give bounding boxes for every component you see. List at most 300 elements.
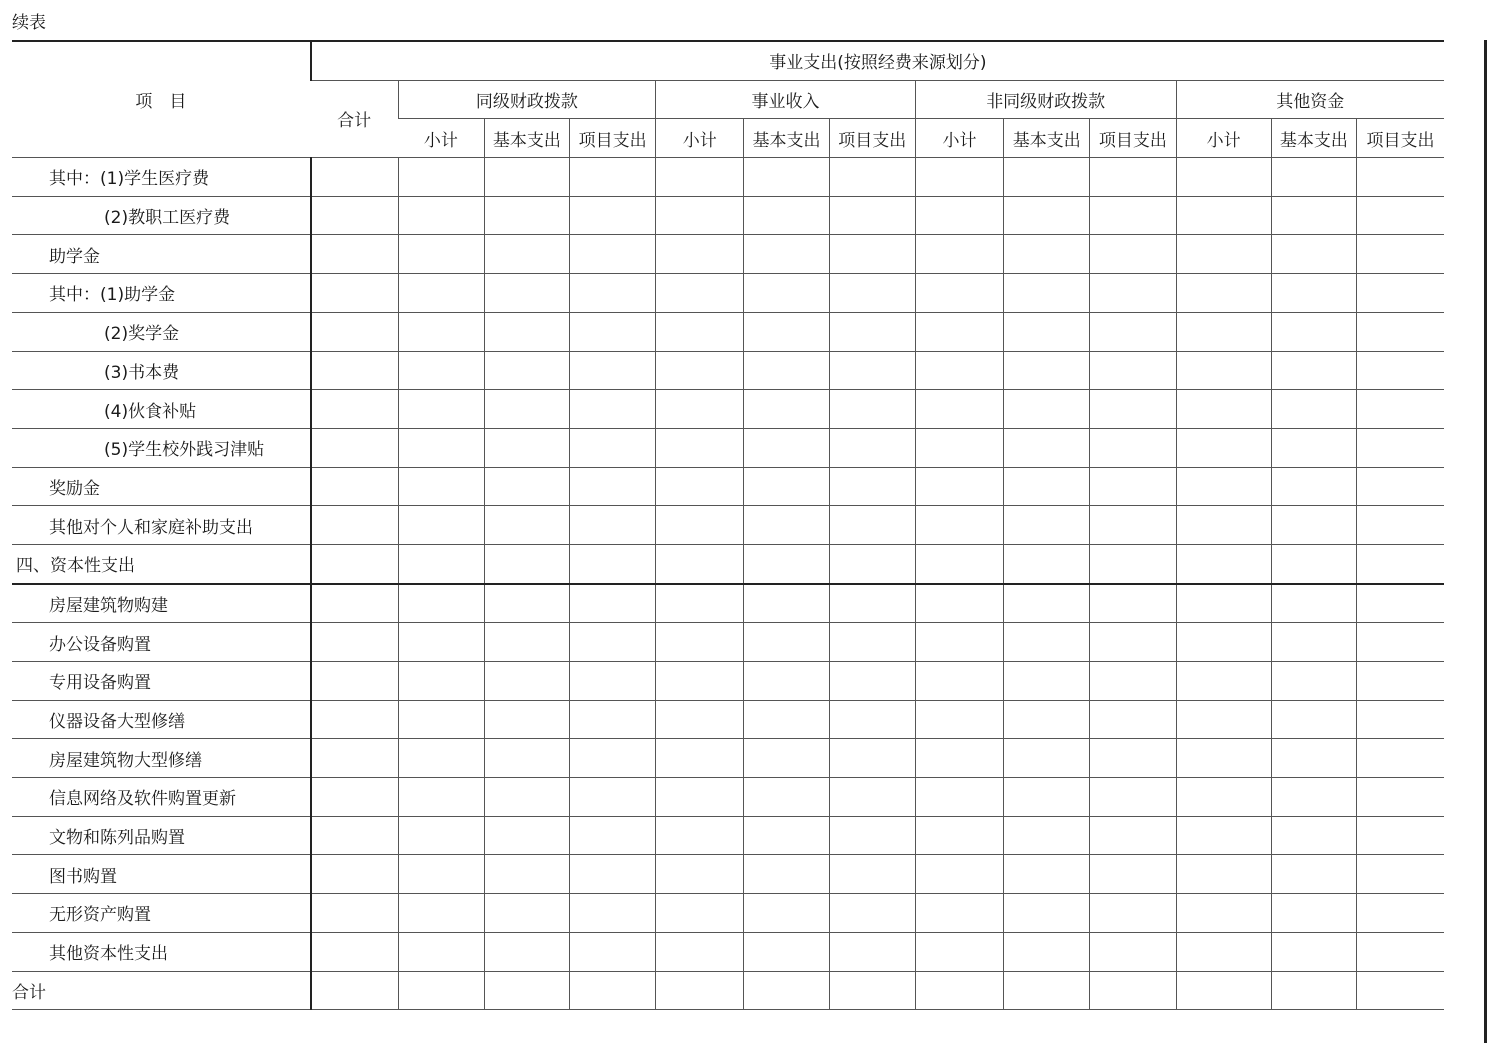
empty-cell [1090,894,1176,933]
empty-cell [398,351,484,390]
empty-cell [1090,544,1176,583]
empty-cell [1271,971,1356,1010]
empty-cell [744,894,829,933]
empty-cell [569,235,655,274]
empty-cell [915,778,1003,817]
table-row [12,274,1444,313]
empty-cell [484,700,569,739]
total-column-header: 合计 [311,80,398,157]
empty-cell [744,739,829,778]
row-label: (2)教职工医疗费 [12,196,311,235]
empty-cell [656,778,744,817]
row-label: 仪器设备大型修缮 [12,700,311,739]
empty-cell [1090,778,1176,817]
empty-cell [1357,700,1445,739]
empty-cell [1004,196,1090,235]
empty-cell [1090,274,1176,313]
empty-cell [1176,467,1271,506]
empty-cell [398,894,484,933]
empty-cell [1090,390,1176,429]
empty-cell [398,312,484,351]
empty-cell [915,971,1003,1010]
empty-cell [1004,390,1090,429]
empty-cell [1090,700,1176,739]
empty-cell [569,816,655,855]
empty-cell [398,158,484,197]
empty-cell [1357,971,1445,1010]
empty-cell [311,196,398,235]
main-header: 事业支出(按照经费来源划分) [311,41,1444,80]
empty-cell [915,351,1003,390]
empty-cell [398,971,484,1010]
empty-cell [311,506,398,545]
table-row [12,312,1444,351]
empty-cell [1271,894,1356,933]
item-header: 项 目 [12,41,311,158]
empty-cell [1357,662,1445,701]
empty-cell [311,428,398,467]
empty-cell [915,544,1003,583]
empty-cell [915,274,1003,313]
empty-cell [1271,351,1356,390]
empty-cell [484,855,569,894]
empty-cell [915,158,1003,197]
empty-cell [915,584,1003,623]
empty-cell [915,428,1003,467]
table-row [12,351,1444,390]
empty-cell [915,312,1003,351]
empty-cell [569,274,655,313]
empty-cell [1357,739,1445,778]
empty-cell [656,855,744,894]
empty-cell [656,894,744,933]
empty-cell [1004,506,1090,545]
empty-cell [1176,623,1271,662]
empty-cell [915,855,1003,894]
empty-cell [1090,351,1176,390]
empty-cell [829,932,915,971]
table-row [12,196,1444,235]
empty-cell [311,235,398,274]
sub-header: 基本支出 [744,119,829,158]
empty-cell [569,778,655,817]
empty-cell [311,932,398,971]
empty-cell [829,700,915,739]
empty-cell [744,778,829,817]
continuation-label: 续表 [12,13,46,33]
empty-cell [915,506,1003,545]
empty-cell [656,700,744,739]
empty-cell [744,816,829,855]
empty-cell [1271,855,1356,894]
empty-cell [1004,932,1090,971]
empty-cell [1004,739,1090,778]
empty-cell [829,584,915,623]
empty-cell [484,196,569,235]
sub-header: 小计 [398,119,484,158]
empty-cell [1357,894,1445,933]
empty-cell [1004,700,1090,739]
empty-cell [1271,932,1356,971]
empty-cell [744,351,829,390]
empty-cell [1176,700,1271,739]
empty-cell [656,196,744,235]
empty-cell [656,390,744,429]
empty-cell [1176,196,1271,235]
row-label: 其他资本性支出 [12,932,311,971]
empty-cell [484,274,569,313]
table-row [12,855,1444,894]
row-label: (5)学生校外践习津贴 [12,428,311,467]
empty-cell [1357,816,1445,855]
empty-cell [1357,274,1445,313]
empty-cell [1090,623,1176,662]
empty-cell [656,816,744,855]
empty-cell [1176,894,1271,933]
sub-header: 基本支出 [1004,119,1090,158]
empty-cell [1090,312,1176,351]
sub-header: 项目支出 [829,119,915,158]
empty-cell [311,623,398,662]
empty-cell [744,971,829,1010]
empty-cell [656,739,744,778]
empty-cell [1271,739,1356,778]
empty-cell [1357,428,1445,467]
empty-cell [484,506,569,545]
empty-cell [398,274,484,313]
empty-cell [1176,932,1271,971]
page-edge-rule [1484,40,1487,1043]
empty-cell [484,428,569,467]
empty-cell [1090,739,1176,778]
empty-cell [1004,351,1090,390]
table-row [12,158,1444,197]
empty-cell [829,778,915,817]
empty-cell [1271,662,1356,701]
empty-cell [484,662,569,701]
sub-header: 基本支出 [484,119,569,158]
empty-cell [744,932,829,971]
empty-cell [398,235,484,274]
sub-header: 小计 [656,119,744,158]
empty-cell [398,390,484,429]
group-header: 同级财政拨款 [398,80,656,119]
empty-cell [656,235,744,274]
empty-cell [829,235,915,274]
empty-cell [1271,700,1356,739]
table-row [12,662,1444,701]
row-label: 四、资本性支出 [12,544,311,583]
empty-cell [1271,778,1356,817]
empty-cell [656,584,744,623]
empty-cell [484,778,569,817]
empty-cell [829,855,915,894]
empty-cell [744,196,829,235]
table-row [12,778,1444,817]
empty-cell [656,544,744,583]
row-label: 合计 [12,971,311,1010]
empty-cell [569,700,655,739]
sub-header: 项目支出 [569,119,655,158]
empty-cell [1357,544,1445,583]
table-row [12,467,1444,506]
empty-cell [1090,816,1176,855]
empty-cell [744,428,829,467]
empty-cell [311,739,398,778]
table-row [12,235,1444,274]
empty-cell [1176,235,1271,274]
empty-cell [484,584,569,623]
empty-cell [829,196,915,235]
empty-cell [1357,932,1445,971]
empty-cell [311,816,398,855]
empty-cell [1004,274,1090,313]
empty-cell [484,739,569,778]
empty-cell [829,623,915,662]
empty-cell [1004,971,1090,1010]
empty-cell [744,662,829,701]
empty-cell [915,816,1003,855]
empty-cell [1357,467,1445,506]
empty-cell [1176,158,1271,197]
row-label: (2)奖学金 [12,312,311,351]
empty-cell [398,778,484,817]
empty-cell [829,274,915,313]
empty-cell [744,544,829,583]
empty-cell [1004,428,1090,467]
table-row [12,971,1444,1010]
empty-cell [1176,506,1271,545]
empty-cell [915,196,1003,235]
empty-cell [1090,506,1176,545]
empty-cell [1176,312,1271,351]
row-label: (3)书本费 [12,351,311,390]
empty-cell [569,428,655,467]
empty-cell [1176,428,1271,467]
empty-cell [311,158,398,197]
table-row [12,390,1444,429]
empty-cell [1004,467,1090,506]
empty-cell [1357,506,1445,545]
empty-cell [1004,855,1090,894]
empty-cell [1090,662,1176,701]
empty-cell [915,467,1003,506]
empty-cell [656,623,744,662]
empty-cell [744,312,829,351]
group-header: 非同级财政拨款 [915,80,1176,119]
empty-cell [915,235,1003,274]
empty-cell [484,312,569,351]
row-label: 其他对个人和家庭补助支出 [12,506,311,545]
table-row [12,700,1444,739]
empty-cell [398,584,484,623]
empty-cell [569,662,655,701]
empty-cell [1271,544,1356,583]
empty-cell [398,739,484,778]
empty-cell [1090,855,1176,894]
empty-cell [1090,428,1176,467]
table-row [12,544,1444,583]
empty-cell [829,312,915,351]
empty-cell [829,816,915,855]
empty-cell [1271,467,1356,506]
empty-cell [656,971,744,1010]
empty-cell [1004,816,1090,855]
empty-cell [915,623,1003,662]
empty-cell [744,700,829,739]
empty-cell [569,971,655,1010]
empty-cell [311,584,398,623]
row-label: 房屋建筑物大型修缮 [12,739,311,778]
empty-cell [1176,584,1271,623]
empty-cell [1004,662,1090,701]
empty-cell [915,662,1003,701]
empty-cell [311,778,398,817]
empty-cell [744,855,829,894]
empty-cell [569,158,655,197]
empty-cell [398,196,484,235]
sub-header: 基本支出 [1271,119,1356,158]
empty-cell [484,894,569,933]
empty-cell [1004,235,1090,274]
empty-cell [1176,778,1271,817]
empty-cell [311,855,398,894]
row-label: 奖励金 [12,467,311,506]
empty-cell [915,700,1003,739]
empty-cell [398,623,484,662]
empty-cell [569,739,655,778]
empty-cell [1090,196,1176,235]
empty-cell [1004,623,1090,662]
table-row [12,894,1444,933]
empty-cell [744,467,829,506]
empty-cell [1004,312,1090,351]
empty-cell [569,390,655,429]
empty-cell [1271,506,1356,545]
expenditure-table [12,40,1444,1010]
empty-cell [915,894,1003,933]
table-row [12,816,1444,855]
empty-cell [1357,351,1445,390]
empty-cell [1090,971,1176,1010]
empty-cell [1357,855,1445,894]
empty-cell [398,662,484,701]
empty-cell [1271,428,1356,467]
empty-cell [1271,390,1356,429]
empty-cell [915,739,1003,778]
empty-cell [398,700,484,739]
empty-cell [1176,739,1271,778]
table-row [12,739,1444,778]
empty-cell [311,662,398,701]
empty-cell [656,274,744,313]
row-label: 无形资产购置 [12,894,311,933]
empty-cell [1004,544,1090,583]
empty-cell [1271,312,1356,351]
empty-cell [656,662,744,701]
empty-cell [1090,932,1176,971]
empty-cell [398,816,484,855]
empty-cell [1176,274,1271,313]
empty-cell [1271,816,1356,855]
empty-cell [829,971,915,1010]
empty-cell [569,894,655,933]
empty-cell [656,312,744,351]
empty-cell [569,312,655,351]
empty-cell [744,235,829,274]
row-label: (4)伙食补贴 [12,390,311,429]
group-header: 事业收入 [656,80,916,119]
empty-cell [829,739,915,778]
empty-cell [1004,584,1090,623]
empty-cell [569,855,655,894]
empty-cell [829,428,915,467]
empty-cell [744,158,829,197]
empty-cell [829,894,915,933]
empty-cell [829,544,915,583]
empty-cell [829,662,915,701]
empty-cell [569,544,655,583]
empty-cell [311,894,398,933]
empty-cell [1004,894,1090,933]
empty-cell [1357,235,1445,274]
empty-cell [311,467,398,506]
empty-cell [1271,274,1356,313]
empty-cell [398,544,484,583]
empty-cell [484,390,569,429]
empty-cell [1357,778,1445,817]
empty-cell [311,312,398,351]
row-label: 助学金 [12,235,311,274]
table-row [12,428,1444,467]
empty-cell [1090,235,1176,274]
table-row [12,584,1444,623]
empty-cell [915,390,1003,429]
empty-cell [398,428,484,467]
empty-cell [1271,235,1356,274]
empty-cell [311,390,398,429]
sub-header: 项目支出 [1357,119,1445,158]
empty-cell [829,390,915,429]
row-label: 办公设备购置 [12,623,311,662]
empty-cell [398,467,484,506]
empty-cell [1357,584,1445,623]
empty-cell [1176,816,1271,855]
row-label: 专用设备购置 [12,662,311,701]
empty-cell [829,506,915,545]
empty-cell [656,428,744,467]
empty-cell [1176,390,1271,429]
empty-cell [1176,662,1271,701]
empty-cell [744,506,829,545]
empty-cell [744,274,829,313]
empty-cell [829,158,915,197]
empty-cell [656,467,744,506]
empty-cell [915,932,1003,971]
empty-cell [1176,855,1271,894]
row-label: 房屋建筑物购建 [12,584,311,623]
empty-cell [484,544,569,583]
empty-cell [1271,196,1356,235]
empty-cell [744,584,829,623]
empty-cell [1004,158,1090,197]
empty-cell [311,700,398,739]
empty-cell [569,467,655,506]
empty-cell [484,623,569,662]
empty-cell [1357,196,1445,235]
empty-cell [1271,623,1356,662]
empty-cell [311,274,398,313]
